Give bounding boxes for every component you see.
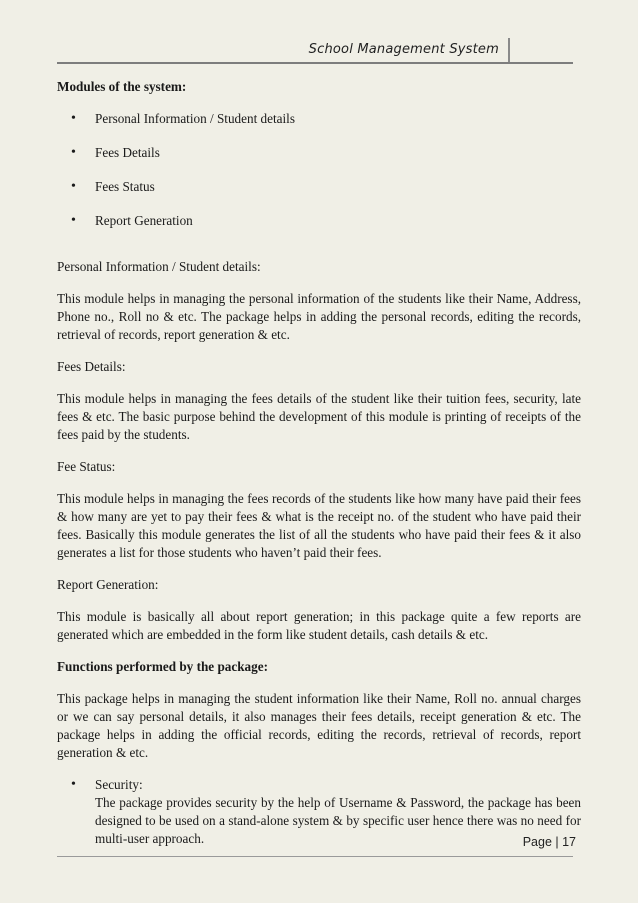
section-heading: Fee Status:: [57, 459, 116, 474]
functions-body: This package helps in managing the student information like their Name, Roll no. annual charges or we can say personal details, it also manages their fees details, receipt generation & etc. The package helps in adding the official records, editing the records, retrieval of records, report generation & etc.: [57, 691, 581, 760]
section-body: This module helps in managing the fees details of the student like their tuition fees, security, late fees & etc. The basic purpose behind the development of this module is printing of receipts of the fees paid by the students.: [57, 391, 581, 442]
functions-heading: Functions performed by the package:: [57, 659, 268, 674]
footer-rule: [57, 856, 573, 857]
page-header: [57, 36, 573, 64]
list-item: • Fees Details: [57, 144, 581, 178]
list-item: • Report Generation: [57, 212, 581, 246]
header-divider: [508, 38, 510, 62]
modules-heading: Modules of the system:: [57, 79, 187, 94]
header-title: School Management System: [308, 42, 499, 57]
security-body: The package provides security by the help of Username & Password, the package has been designed to be used on a stand-alone system & by specific user hence there was no need for multi-user approach.: [95, 795, 581, 846]
section-body: This module helps in managing the fees records of the students like how many have paid their fees & how many are yet to pay their fees & what is the receipt no. of the student who have paid their fees. Basically this module generates the list of all the students who have paid their fees & it also generates a list for those students who haven’t paid their fees.: [57, 491, 581, 560]
section-heading: Fees Details:: [57, 359, 126, 374]
section-body: This module helps in managing the personal information of the students like their Name, Address, Phone no., Roll no & etc. The package helps in adding the personal records, editing the records, retrieval of records, report generation & etc.: [57, 291, 581, 342]
modules-list: [57, 110, 581, 246]
section-heading: Personal Information / Student details:: [57, 259, 261, 274]
page-number: Page | 17: [522, 835, 576, 849]
header-rule: [57, 62, 573, 64]
security-title: • Security:: [95, 777, 143, 792]
document-body: [57, 78, 581, 848]
list-item: • Personal Information / Student details: [57, 110, 581, 144]
list-item: • Fees Status: [57, 178, 581, 212]
section-heading: Report Generation:: [57, 577, 159, 592]
page-footer: [57, 832, 581, 854]
section-body: This module is basically all about report generation; in this package quite a few reports are generated which are embedded in the form like student details, cash details & etc.: [57, 609, 581, 642]
